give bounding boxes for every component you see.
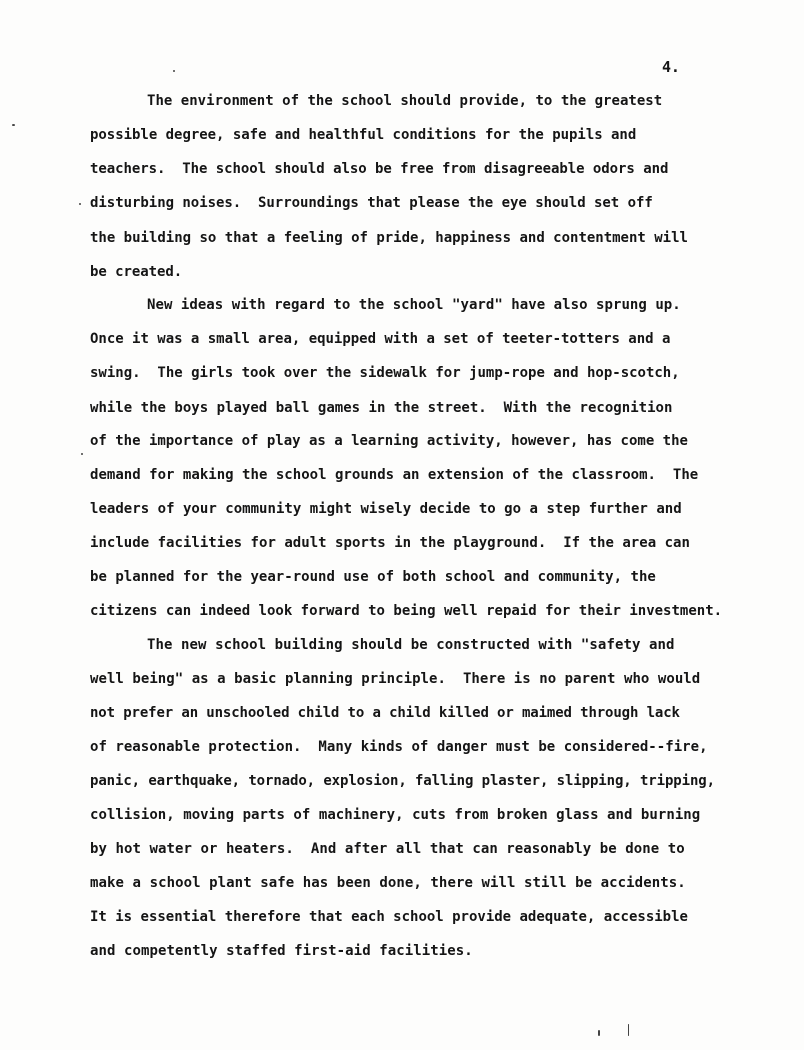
scan-speck [598,1030,600,1036]
text-line: citizens can indeed look forward to being well repaid for their investment. [90,603,723,619]
scan-speck [81,453,83,455]
text-line: possible degree, safe and healthful conditions for the pupils and [90,127,637,143]
text-line: The environment of the school should provide, to the greatest [147,93,663,109]
text-line: by hot water or heaters. And after all that can reasonably be done to [90,841,685,857]
text-line: New ideas with regard to the school "yard" have also sprung up. [147,297,681,313]
page-number: 4. [662,58,680,76]
text-line: the building so that a feeling of pride, happiness and contentment will [90,230,688,246]
text-line: The new school building should be constructed with "safety and [147,637,675,653]
text-line: and competently staffed first-aid facilities. [90,943,473,959]
scan-speck [79,203,81,205]
text-line: disturbing noises. Surroundings that please the eye should set off [90,195,653,211]
text-line: be created. [90,264,183,280]
text-line: leaders of your community might wisely decide to go a step further and [90,501,682,517]
scan-speck [173,70,175,72]
text-line: not prefer an unschooled child to a child killed or maimed through lack [90,705,680,721]
text-line: demand for making the school grounds an extension of the classroom. The [90,467,699,483]
text-line: of reasonable protection. Many kinds of danger must be considered--fire, [90,739,708,755]
text-line: swing. The girls took over the sidewalk for jump-rope and hop-scotch, [90,365,680,381]
text-line: panic, earthquake, tornado, explosion, falling plaster, slipping, tripping, [90,773,715,789]
scan-speck [12,124,15,126]
text-line: include facilities for adult sports in the playground. If the area can [90,535,690,551]
text-line: make a school plant safe has been done, there will still be accidents. [90,875,686,891]
text-line: collision, moving parts of machinery, cuts from broken glass and burning [90,807,701,823]
text-line: be planned for the year-round use of both school and community, the [90,569,656,585]
text-line: well being" as a basic planning principle. There is no parent who would [90,671,701,687]
text-line: Once it was a small area, equipped with a set of teeter-totters and a [90,331,671,347]
text-line: It is essential therefore that each school provide adequate, accessible [90,909,688,925]
text-line: while the boys played ball games in the street. With the recognition [90,400,673,416]
text-line: teachers. The school should also be free from disagreeable odors and [90,161,669,177]
text-line: of the importance of play as a learning activity, however, has come the [90,433,688,449]
scan-speck [628,1024,629,1036]
